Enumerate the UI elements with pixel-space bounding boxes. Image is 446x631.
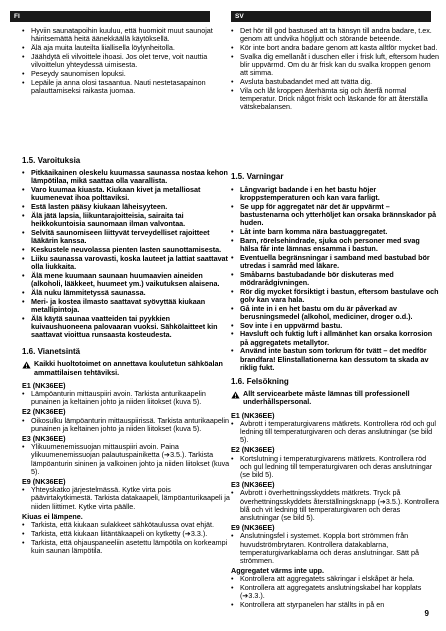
column-swedish: [231, 27, 439, 610]
list-item: • Se upp för aggregatet när det är uppvärmt – bastustenarna och ytterhöljet kan orsaka brännskador på huden.: [231, 203, 439, 228]
error-code-e1: E1 (NK36EE): [22, 380, 66, 390]
section-heading-warnings: 1.5. Varningar: [231, 172, 284, 182]
list-item: • Älä jätä lapsia, liikuntarajoitteisia, sairaita tai heikkokuntoisia saunomaan ilman valvontaa.: [22, 212, 230, 228]
list-item: • Gå inte in i en het bastu om du är påverkad av berusningsmedel (alkohol, mediciner, droger o.d.).: [231, 305, 439, 321]
list-item: • Meri- ja kostea ilmasto saattavat syövyttää kiukaan metallipintoja.: [22, 298, 230, 314]
list-item: • Kör inte bort andra badare genom att kasta alltför mycket bad.: [231, 44, 439, 52]
section-heading-troubleshooting: 1.6. Felsökning: [231, 377, 289, 387]
warning-text: Kaikki huoltotoimet on annettava koulutetun sähköalan ammattilaisen tehtäviksi.: [34, 359, 223, 377]
heating-list: [231, 575, 439, 609]
list-item: • Småbarns bastubadande bör diskuteras med mödrarådgivningen.: [231, 271, 439, 287]
warning-triangle-icon: [22, 361, 31, 369]
list-item: • Oikosulku lämpöanturin mittauspiirissä. Tarkista anturikaapelin punainen ja keltainen johto ja niiden liitokset (kuva 5).: [22, 417, 230, 433]
language-tab-fi: FI: [10, 11, 210, 22]
list-item: • Vila och låt kroppen återhämta sig och återfå normal temperatur. Drick något friskt och läskande för att återställa vätskebalansen.: [231, 87, 439, 112]
error-list: [231, 489, 439, 522]
list-item: • Svalka dig emellanåt i duschen eller i frisk luft, eftersom huden blir uppvärmd. Om du är frisk kan du svalka kroppen genom att simma.: [231, 53, 439, 78]
list-item: • Liiku saunassa varovasti, koska lauteet ja lattiat saattavat olla liukkaita.: [22, 255, 230, 271]
column-finnish: [22, 27, 230, 556]
list-item: • Jäähdytä eli vilvoittele ihoasi. Jos olet terve, voit nauttia vilvoittelun yhteydessä uimisesta.: [22, 53, 230, 69]
list-item: • Lepäile ja anna olosi tasaantua. Nauti nestetasapainon palauttamiseksi raikasta juomaa.: [22, 79, 230, 95]
service-warning: [231, 390, 439, 406]
subheading-not-heating: Kiuas ei lämpene.: [22, 511, 83, 521]
list-item: • Estä lasten pääsy kiukaan läheisyyteen.: [22, 203, 230, 211]
error-code-e1: E1 (NK36EE): [231, 410, 275, 420]
intro-list: [22, 27, 230, 95]
list-item: • Avbrott i temperaturgivarens mätkrets. Kontrollera röd och gul ledning till temperaturgivaren och deras anslutningar (se bild 5).: [231, 420, 439, 445]
list-item: • Barn, rörelsehindrade, sjuka och personer med svag hälsa får inte lämnas ensamma i bastun.: [231, 237, 439, 253]
list-item: • Älä käytä saunaa vaatteiden tai pyykkien kuivaushuoneena palovaaran vuoksi. Sähkölaitteet kin saattavat vioittua runsaasta kosteudesta.: [22, 315, 230, 340]
error-list: [231, 455, 439, 480]
list-item: • Lämpöanturin mittauspiiri avoin. Tarkista anturikaapelin punainen ja keltainen johto ja niiden liitokset (kuva 5).: [22, 390, 230, 406]
warning-text: Allt servicearbete måste lämnas till professionell underhållspersonal.: [243, 389, 410, 407]
warnings-list: [22, 169, 230, 339]
list-item: • Tarkista, että kiukaan liitäntäkaapeli on kytketty (➔3.3.).: [22, 530, 230, 538]
list-item: • Kontrollera att aggregatets anslutningskabel har kopplats (➔3.3.).: [231, 584, 439, 600]
error-code-e3: E3 (NK36EE): [231, 480, 275, 490]
list-item: • Tarkista, että kiukaan sulakkeet sähkötaulussa ovat ehjät.: [22, 521, 230, 529]
list-item: • Varo kuumaa kiuasta. Kiukaan kivet ja metalliosat kuumenevat ihoa polttaviksi.: [22, 186, 230, 202]
list-item: • Låt inte barn komma nära bastuaggregatet.: [231, 228, 439, 236]
error-code-e9: E9 (NK36EE): [22, 477, 66, 487]
section-heading-warnings: 1.5. Varoituksia: [22, 156, 81, 165]
error-list: [22, 390, 230, 406]
list-item: • Hyviin saunatapoihin kuuluu, että huomioit muut saunojat häiritsemättä heitä äänekkäällä käytöksellä.: [22, 27, 230, 43]
error-code-e3: E3 (NK36EE): [22, 434, 66, 444]
error-code-e2: E2 (NK36EE): [231, 445, 275, 455]
list-item: • Avsluta bastubadandet med att tvätta dig.: [231, 78, 439, 86]
warning-triangle-icon: [231, 391, 240, 399]
list-item: • Kortslutning i temperaturgivarens mätkrets. Kontrollera röd och gul ledning till temperaturgivaren och deras anslutningar (se bild 5).: [231, 455, 439, 480]
list-item: • Havsluft och fuktig luft i allmänhet kan orsaka korrosion på aggregatets metallytor.: [231, 330, 439, 346]
list-item: • Sov inte i en uppvärmd bastu.: [231, 322, 439, 330]
error-list: [22, 417, 230, 433]
list-item: • Peseydy saunomisen lopuksi.: [22, 70, 230, 78]
error-list: [231, 532, 439, 565]
warnings-list: [231, 186, 439, 372]
error-list: [22, 443, 230, 476]
list-item: • Älä aja muita lauteilta liiallisella löylynheitolla.: [22, 44, 230, 52]
error-code-e2: E2 (NK36EE): [22, 407, 66, 417]
subheading-not-heating: Aggregatet värms inte upp.: [231, 566, 325, 576]
error-list: [22, 486, 230, 511]
error-list: [231, 420, 439, 445]
list-item: • Yhteyskatko järjestelmässä. Kytke virta pois päävirtakytkimestä. Tarkista datakaapeli, lämpöanturikaapeli ja niiden liittimet. Kytke virta päälle.: [22, 486, 230, 511]
list-item: • Selvitä saunomiseen liittyvät terveydelliset rajoitteet lääkärin kanssa.: [22, 229, 230, 245]
list-item: • Eventuella begränsningar i samband med bastubad bör utredas i samråd med läkare.: [231, 254, 439, 270]
section-heading-troubleshooting: 1.6. Vianetsintä: [22, 347, 81, 357]
heating-list: [22, 521, 230, 555]
list-item: • Älä nuku lämmitetyssä saunassa.: [22, 289, 230, 297]
list-item: • Anslutningsfel i systemet. Koppla bort strömmen från huvudströmbrytaren. Kontrollera datakablarna, temperaturgivarkablarna och deras anslutningar. Sätt på strömmen.: [231, 532, 439, 565]
list-item: • Rör dig mycket försiktigt i bastun, eftersom bastulave och golv kan vara hala.: [231, 288, 439, 304]
service-warning: [22, 360, 230, 376]
intro-list: [231, 27, 439, 111]
list-item: • Långvarigt badande i en het bastu höjer kroppstemperaturen och kan vara farligt.: [231, 186, 439, 202]
list-item: • Det hör till god bastused att ta hänsyn till andra badare, t.ex. genom att undvika högljutt och störande beteende.: [231, 27, 439, 43]
page-number: 9: [424, 609, 429, 618]
list-item: • Kontrollera att styrpanelen har ställts in på en: [231, 601, 439, 609]
list-item: • Kontrollera att aggregatets säkringar i elskåpet är hela.: [231, 575, 439, 583]
list-item: • Använd inte bastun som torkrum för tvätt – det medför brandfara! Elinstallationerna kan dessutom ta skada av riklig fukt.: [231, 347, 439, 372]
list-item: • Älä mene kuumaan saunaan huumaavien aineiden (alkoholi, lääkkeet, huumeet ym.) vaikutuksen alaisena.: [22, 272, 230, 288]
list-item: • Avbrott i överhettningsskyddets mätkrets. Tryck på överhettningsskyddets återställningsknapp (➔3.5.). Kontrollera blå och vit ledning till temperaturgivaren och deras anslutningar (se bild 5).: [231, 489, 439, 522]
language-tab-sv: SV: [231, 11, 431, 22]
list-item: • Keskustele neuvolassa pienten lasten saunottamisesta.: [22, 246, 230, 254]
error-code-e9: E9 (NK36EE): [231, 523, 275, 533]
list-item: • Tarkista, että ohjauspaneeliin asetettu lämpötila on korkeampi kuin saunan lämpötila.: [22, 539, 230, 555]
list-item: • Pitkäaikainen oleskelu kuumassa saunassa nostaa kehon lämpötilaa, mikä saattaa olla vaarallista.: [22, 169, 230, 185]
list-item: • Ylikuumenemissuojan mittauspiiri avoin. Paina ylikuumenemissuojan palautuspainiketta (➔3.5.). Tarkista lämpöanturin sininen ja valkoinen johto ja niiden liitokset (kuva 5).: [22, 443, 230, 476]
